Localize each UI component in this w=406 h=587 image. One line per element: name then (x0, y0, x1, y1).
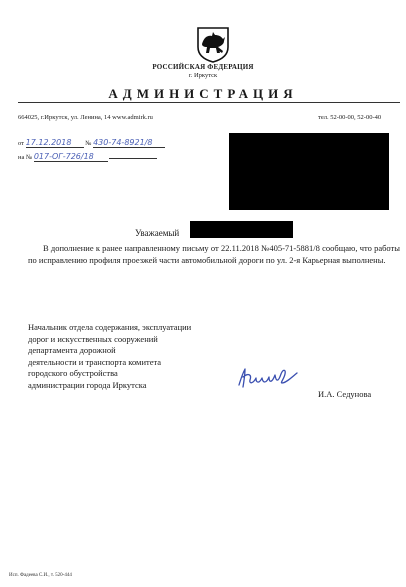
number-sign: № (85, 140, 92, 147)
signatory-title-line: администрации города Иркутска (28, 379, 147, 390)
signatory-title-line: городского обустройства (28, 368, 118, 378)
country-name: РОССИЙСКАЯ ФЕДЕРАЦИЯ (152, 63, 254, 71)
handwritten-signature (236, 365, 300, 391)
executor-note: Исп. Фадеева С.И., т. 520-444 (9, 573, 72, 578)
organization-phone: тел. 52-00-00, 52-00-40 (318, 114, 382, 121)
signatory-name: И.А. Седунова (318, 389, 372, 399)
signatory-title (28, 322, 191, 391)
letter-body (28, 243, 400, 266)
reply-number: 017-ОГ-726/18 (34, 152, 108, 162)
reply-registration (18, 152, 157, 162)
redacted-recipient (229, 133, 389, 210)
redacted-recipient-name (190, 221, 293, 238)
outgoing-number: 430-74-8921/8 (93, 138, 165, 148)
signatory-title-line: деятельности и транспорта комитета (28, 356, 162, 367)
reply-prefix: на № (18, 154, 33, 161)
signatory-title-line: Начальник отдела содержания, эксплуатации (28, 322, 192, 332)
header-divider (18, 102, 400, 103)
coat-of-arms-icon (196, 27, 230, 63)
organization-title: АДМИНИСТРАЦИЯ (108, 86, 298, 101)
outgoing-registration (18, 138, 165, 148)
from-prefix: от (18, 140, 25, 147)
signatory-title-line: дорог и искусственных сооружений (28, 333, 158, 344)
organization-address: 664025, г.Иркутск, ул. Ленина, 14 www.admirk.ru (18, 114, 153, 121)
signatory-title-line: департамента дорожной (28, 345, 116, 355)
city-name: г. Иркутск (188, 72, 218, 79)
reply-date-blank (109, 158, 157, 159)
greeting: Уважаемый (135, 228, 180, 238)
body-paragraph: В дополнение к ранее направленному письму от 22.11.2018 №405-71-5881/8 сообщаю, что работы по исправлению профиля проезжей части автомобильной дороги по ул. 2-я Карьерная выполнены. (28, 243, 400, 265)
outgoing-date: 17.12.2018 (26, 138, 84, 148)
